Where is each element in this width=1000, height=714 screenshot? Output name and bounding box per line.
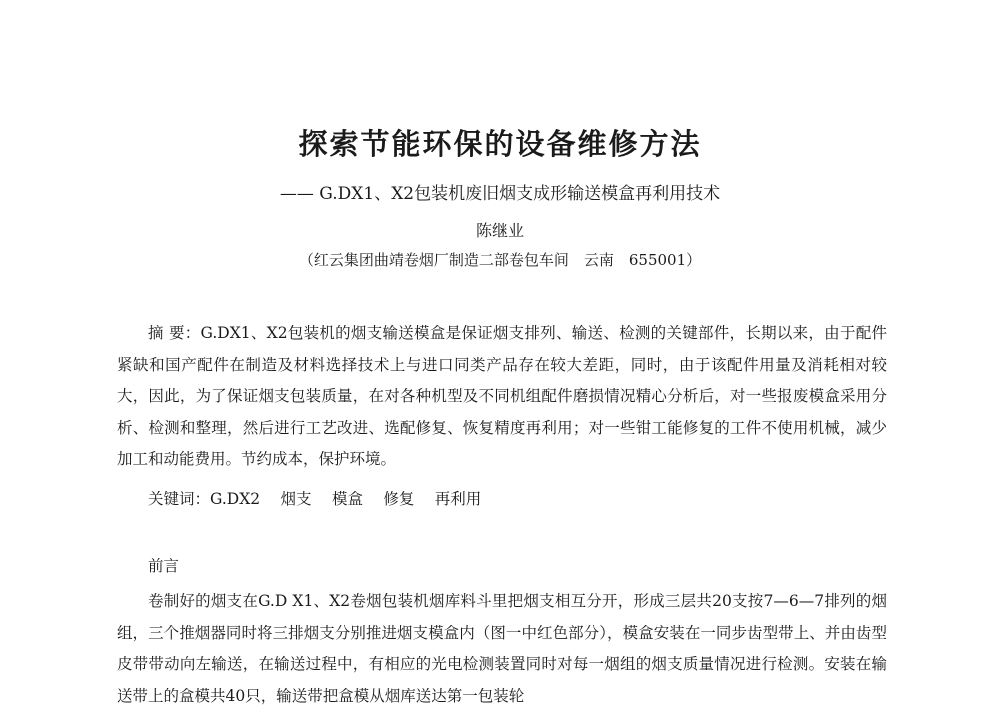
paper-subtitle: —— G.DX1、X2包装机废旧烟支成形输送模盒再利用技术 (279, 184, 721, 204)
section-heading: 前言 (148, 557, 180, 575)
keywords-label: 关键词： (148, 490, 211, 508)
author-name: 陈继业 (475, 221, 524, 240)
keywords-list: G.DX2 烟支 模盒 修复 再利用 (210, 490, 482, 508)
abstract (117, 318, 887, 476)
abstract-label: 摘 要： (148, 324, 201, 342)
abstract-text: G.DX1、X2包装机的烟支输送模盒是保证烟支排列、输送、检测的关键部件，长期以来，由于配件紧缺和国产配件在制造及材料选择技术上与进口同类产品存在较大差距，同时，由于该配件用量及消耗相对较大，因此，为了保证烟支包装质量，在对各种机型及不同机组配件磨损情况精心分析后，对一些报废模盒采用分析、检测和整理，然后进行工艺改进、选配修复、恢复精度再利用；对一些钳工能修复的工件不使用机械，减少加工和动能费用。节约成本，保护环境。 (117, 324, 887, 468)
keywords (148, 487, 888, 509)
affiliation: （红云集团曲靖卷烟厂制造二部卷包车间 云南 655001） (298, 251, 702, 269)
paper-title: 探索节能环保的设备维修方法 (298, 127, 702, 161)
body-paragraph: 卷制好的烟支在G.D X1、X2卷烟包装机烟库料斗里把烟支相互分开，形成三层共20支按7—6—7排列的烟组，三个推烟器同时将三排烟支分别推进烟支模盒内（图一中红色部分），模盒安装在一同步齿型带上、并由齿型皮带带动向左输送，在输送过程中，有相应的光电检测装置同时对每一烟组的烟支质量情况进行检测。安装在输送带上的盒模共40只，输送带把盒模从烟库送达第一包装轮 (117, 592, 887, 705)
